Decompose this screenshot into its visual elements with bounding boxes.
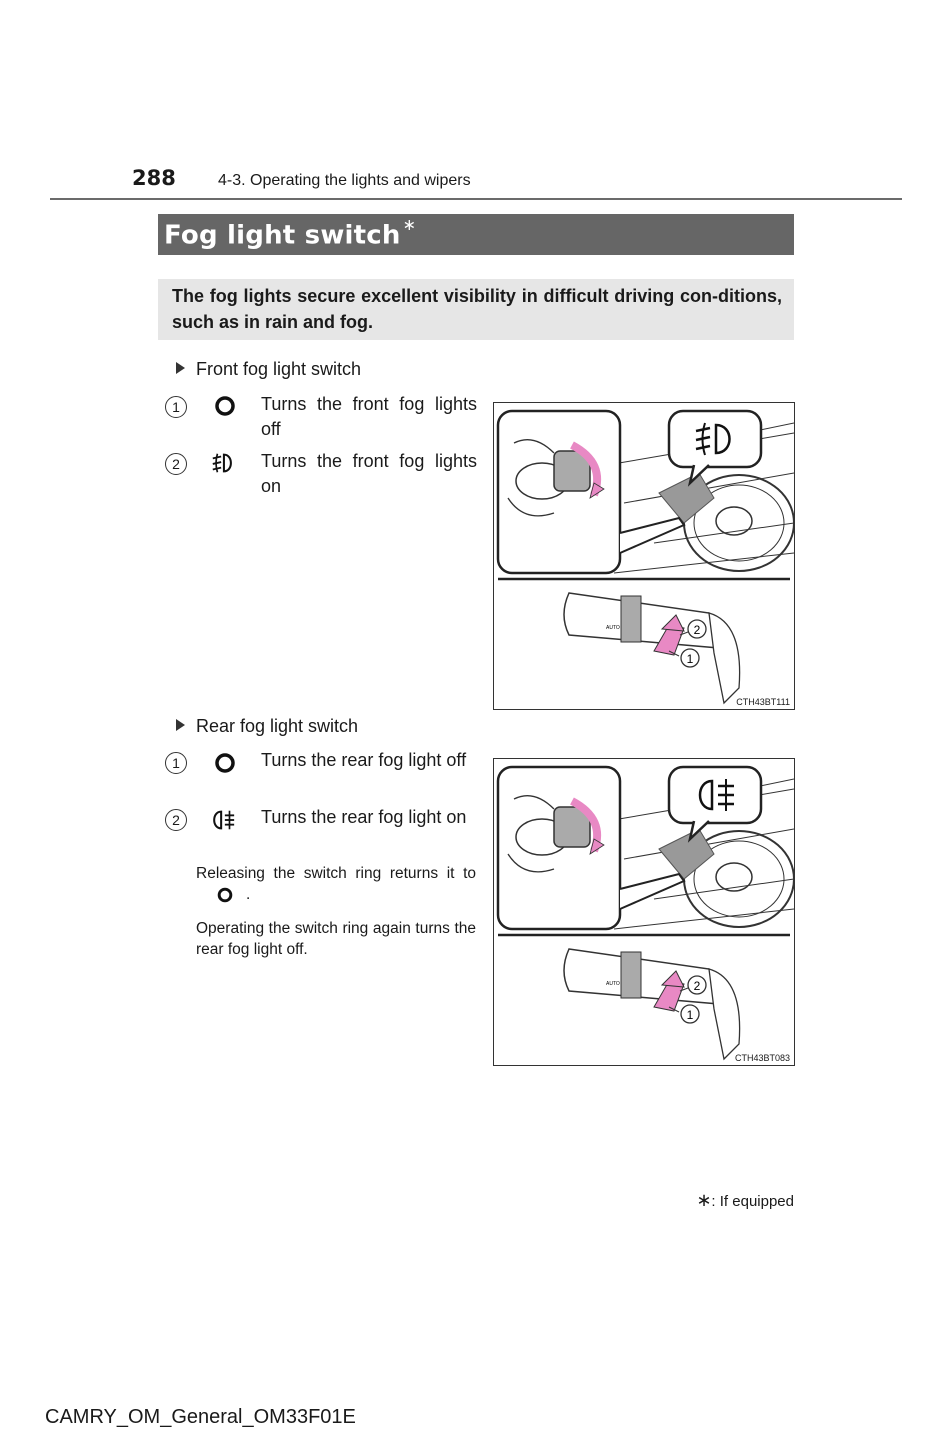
rear-note-1 (196, 863, 476, 905)
rear-fog-illustration (494, 759, 794, 1065)
triangle-bullet-icon (176, 719, 185, 731)
item-number: 2 (165, 453, 187, 475)
page-title (164, 215, 417, 251)
front-fog-light-icon (210, 451, 236, 475)
intro-text: The fog lights secure excellent visibility in difficult driving con-ditions, such as in rain and fog. (172, 286, 782, 332)
rear-note-1-text: Releasing the switch ring returns it to (196, 865, 476, 882)
front-fog-heading-text: Front fog light switch (196, 359, 362, 379)
fog-light-off-ring-icon (212, 751, 238, 775)
section-title: 4-3. Operating the lights and wipers (218, 172, 471, 189)
auto-label: AUTO (606, 981, 620, 987)
callout-1: 1 (686, 652, 694, 666)
footnote-mark: ∗ (696, 1190, 712, 1210)
title-bar (158, 214, 794, 255)
front-fog-heading (176, 359, 361, 380)
item-description: Turns the rear fog light off (261, 750, 467, 770)
rear-fog-heading (176, 716, 358, 737)
item-number: 1 (165, 752, 187, 774)
item-description: Turns the rear fog light on (261, 807, 467, 827)
callout-2: 2 (693, 979, 701, 993)
header-rule (50, 198, 902, 200)
auto-label: AUTO (606, 625, 620, 631)
front-fog-illustration (494, 403, 794, 709)
callout-2: 2 (693, 623, 701, 637)
item-number: 1 (165, 396, 187, 418)
page-title-text: Fog light switch (164, 220, 401, 251)
intro-box (158, 279, 794, 340)
fog-light-off-ring-icon (212, 394, 238, 418)
item-description: Turns the front fog lights on (261, 451, 477, 496)
rear-fog-figure (493, 758, 795, 1066)
rear-note-1-end: . (246, 886, 251, 903)
item-description: Turns the front fog lights off (261, 394, 477, 439)
if-equipped-mark: ∗ (402, 215, 417, 234)
figure-code: CTH43BT111 (736, 697, 790, 707)
callout-1: 1 (686, 1008, 694, 1022)
rear-note-2: Operating the switch ring again turns the rear fog light off. (196, 920, 476, 958)
triangle-bullet-icon (176, 362, 185, 374)
fog-light-off-ring-icon (214, 885, 236, 905)
rear-fog-light-icon (210, 808, 236, 832)
footnote-text: : If equipped (711, 1193, 794, 1210)
page-number: 288 (132, 166, 176, 190)
rear-fog-heading-text: Rear fog light switch (196, 716, 359, 736)
front-fog-figure (493, 402, 795, 710)
footnote (696, 1190, 794, 1211)
document-footer: CAMRY_OM_General_OM33F01E (45, 1406, 356, 1428)
figure-code: CTH43BT083 (734, 1053, 790, 1063)
item-number: 2 (165, 809, 187, 831)
